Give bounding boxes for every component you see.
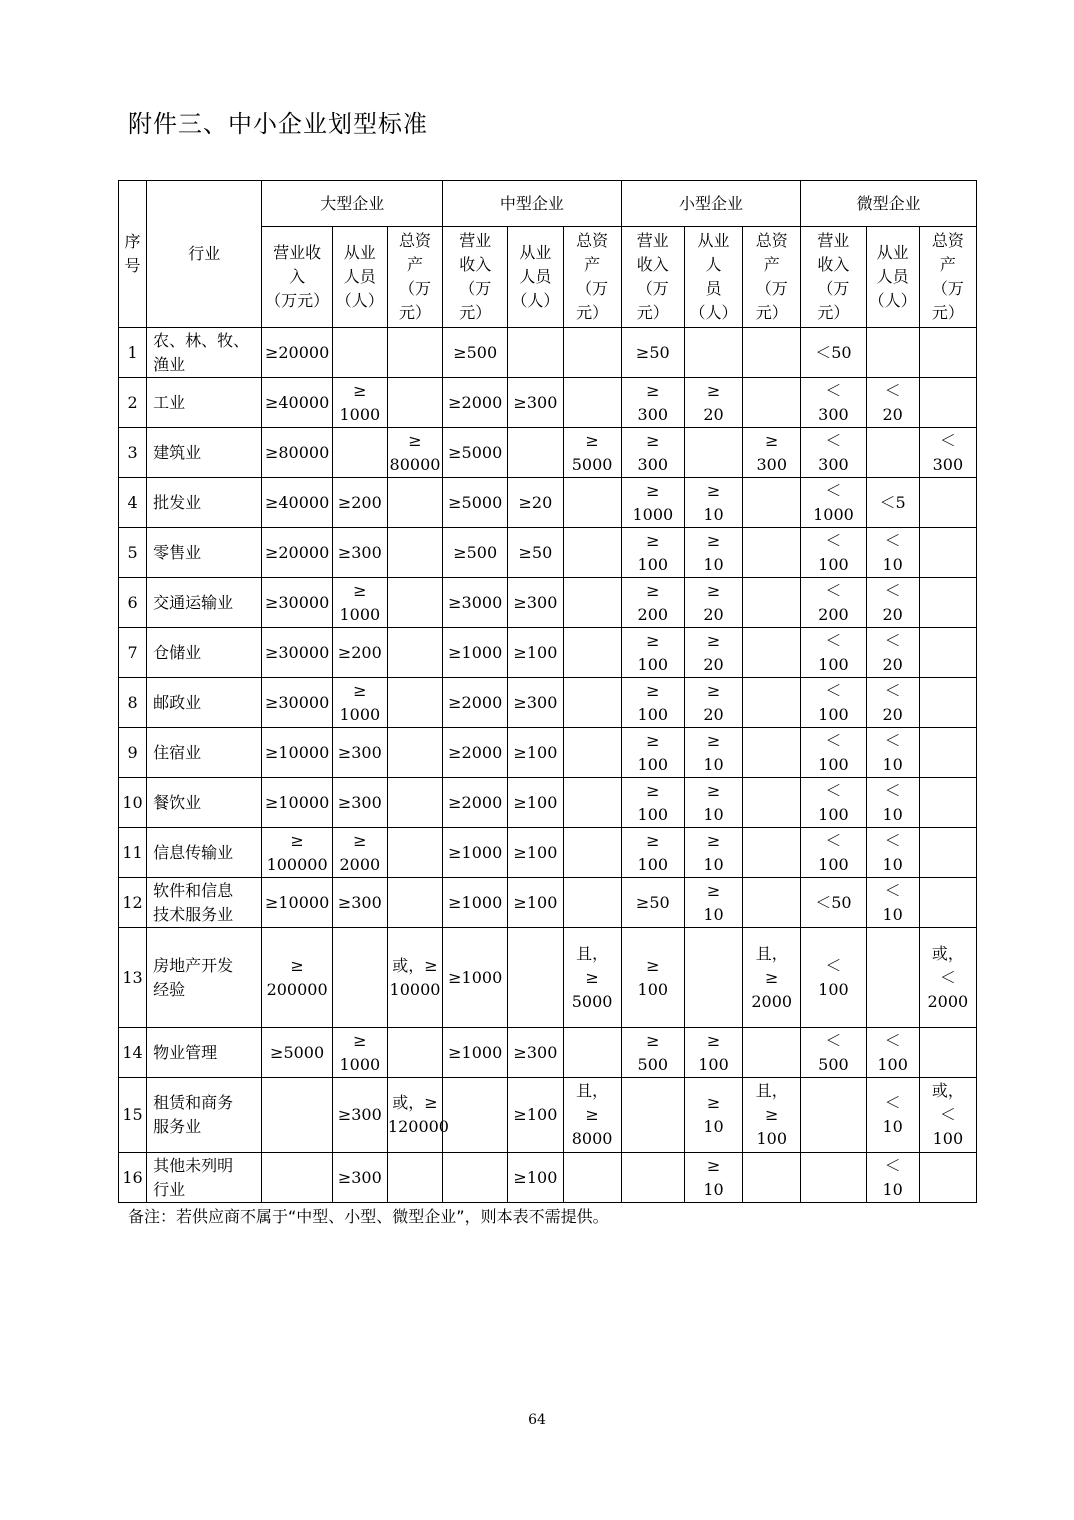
threshold-cell: ＜ 1000: [801, 478, 866, 528]
row-industry: 邮政业: [147, 678, 262, 728]
threshold-cell: ≥300: [332, 1153, 387, 1203]
threshold-cell: ≥50: [508, 528, 563, 578]
header-group-micro: 微型企业: [801, 181, 977, 227]
threshold-cell: ≥5000: [262, 1028, 332, 1078]
subheader-cell: 营业 收入 （万 元）: [801, 227, 866, 328]
threshold-cell: [387, 328, 442, 378]
threshold-cell: ＜ 100: [801, 728, 866, 778]
row-industry: 零售业: [147, 528, 262, 578]
subheader-cell: 营业收 入 （万元）: [262, 227, 332, 328]
threshold-cell: [563, 478, 621, 528]
threshold-cell: ≥3000: [443, 578, 508, 628]
threshold-cell: 且， ≥ 2000: [743, 928, 801, 1028]
row-industry: 餐饮业: [147, 778, 262, 828]
threshold-cell: [262, 1078, 332, 1153]
threshold-cell: [508, 428, 563, 478]
threshold-cell: [919, 1028, 976, 1078]
threshold-cell: [563, 878, 621, 928]
header-group-small: 小型企业: [621, 181, 801, 227]
threshold-cell: ＜50: [801, 328, 866, 378]
threshold-cell: ≥ 10: [684, 778, 742, 828]
threshold-cell: ≥100: [508, 778, 563, 828]
threshold-cell: [684, 328, 742, 378]
threshold-cell: 或，≥ 120000: [387, 1078, 442, 1153]
threshold-cell: ≥ 1000: [332, 1028, 387, 1078]
threshold-cell: [919, 378, 976, 428]
threshold-cell: ＜ 10: [866, 778, 919, 828]
table-row: [119, 478, 977, 528]
header-seq: 序 号: [119, 181, 147, 328]
threshold-cell: 且， ≥ 5000: [563, 928, 621, 1028]
row-seq: 10: [119, 778, 147, 828]
threshold-cell: [387, 1028, 442, 1078]
threshold-cell: ≥ 100: [621, 728, 684, 778]
threshold-cell: [743, 628, 801, 678]
page-title: 附件三、中小企业划型标准: [128, 110, 428, 138]
threshold-cell: ≥40000: [262, 478, 332, 528]
threshold-cell: ＜ 500: [801, 1028, 866, 1078]
threshold-cell: 且， ≥ 8000: [563, 1078, 621, 1153]
threshold-cell: ≥ 10: [684, 828, 742, 878]
threshold-cell: ≥ 10: [684, 1153, 742, 1203]
threshold-cell: 或， ＜ 100: [919, 1078, 976, 1153]
threshold-cell: ≥1000: [443, 828, 508, 878]
threshold-cell: ＜ 20: [866, 378, 919, 428]
row-industry: 工业: [147, 378, 262, 428]
threshold-cell: ≥ 200000: [262, 928, 332, 1028]
threshold-cell: ≥200: [332, 628, 387, 678]
threshold-cell: ＜ 100: [801, 828, 866, 878]
threshold-cell: [919, 678, 976, 728]
threshold-cell: ≥10000: [262, 778, 332, 828]
threshold-cell: ＜ 10: [866, 728, 919, 778]
threshold-cell: ≥100: [508, 628, 563, 678]
subheader-cell: 营业 收入 （万 元）: [621, 227, 684, 328]
threshold-cell: ＜ 10: [866, 1078, 919, 1153]
row-industry: 农、林、牧、 渔业: [147, 328, 262, 378]
threshold-cell: ＜ 100: [866, 1028, 919, 1078]
threshold-cell: ＜ 100: [801, 928, 866, 1028]
threshold-cell: [563, 678, 621, 728]
page-number: 64: [528, 1412, 546, 1428]
row-industry: 信息传输业: [147, 828, 262, 878]
threshold-cell: [919, 728, 976, 778]
threshold-cell: [743, 828, 801, 878]
threshold-cell: ≥ 10: [684, 1078, 742, 1153]
table-row: [119, 328, 977, 378]
threshold-cell: ≥100: [508, 828, 563, 878]
row-seq: 13: [119, 928, 147, 1028]
threshold-cell: ≥300: [332, 728, 387, 778]
subheader-cell: 营业 收入 （万 元）: [443, 227, 508, 328]
row-seq: 7: [119, 628, 147, 678]
threshold-cell: [919, 478, 976, 528]
table-row: [119, 1153, 977, 1203]
threshold-cell: [508, 928, 563, 1028]
threshold-cell: ＜ 100: [801, 678, 866, 728]
threshold-cell: [508, 328, 563, 378]
threshold-cell: [387, 378, 442, 428]
threshold-cell: ≥ 10: [684, 878, 742, 928]
threshold-cell: [919, 578, 976, 628]
threshold-cell: [563, 378, 621, 428]
threshold-cell: [866, 328, 919, 378]
threshold-cell: [801, 1078, 866, 1153]
threshold-cell: ≥100: [508, 878, 563, 928]
header-group-large: 大型企业: [262, 181, 443, 227]
threshold-cell: [387, 478, 442, 528]
threshold-cell: [919, 1153, 976, 1203]
threshold-cell: ≥1000: [443, 1028, 508, 1078]
threshold-cell: [443, 1153, 508, 1203]
table-row: [119, 428, 977, 478]
threshold-cell: ≥ 100: [621, 928, 684, 1028]
threshold-cell: ≥ 1000: [332, 578, 387, 628]
table-row: [119, 628, 977, 678]
row-industry: 房地产开发 经验: [147, 928, 262, 1028]
table-row: [119, 828, 977, 878]
threshold-cell: [684, 928, 742, 1028]
threshold-cell: ≥ 100: [621, 528, 684, 578]
threshold-cell: ≥10000: [262, 878, 332, 928]
threshold-cell: [866, 928, 919, 1028]
threshold-cell: [332, 428, 387, 478]
row-seq: 8: [119, 678, 147, 728]
threshold-cell: ≥ 300: [621, 428, 684, 478]
threshold-cell: [387, 878, 442, 928]
threshold-cell: ＜ 200: [801, 578, 866, 628]
threshold-cell: ＜ 10: [866, 1153, 919, 1203]
threshold-cell: ≥ 5000: [563, 428, 621, 478]
row-seq: 1: [119, 328, 147, 378]
threshold-cell: [387, 778, 442, 828]
row-industry: 物业管理: [147, 1028, 262, 1078]
row-seq: 12: [119, 878, 147, 928]
threshold-cell: ≥300: [332, 878, 387, 928]
threshold-cell: [387, 728, 442, 778]
threshold-cell: ≥ 10: [684, 728, 742, 778]
threshold-cell: ≥1000: [443, 628, 508, 678]
row-industry: 软件和信息 技术服务业: [147, 878, 262, 928]
threshold-cell: [332, 928, 387, 1028]
threshold-cell: [919, 628, 976, 678]
threshold-cell: ≥ 100: [621, 628, 684, 678]
threshold-cell: [743, 478, 801, 528]
threshold-cell: ≥2000: [443, 728, 508, 778]
table-row: [119, 1078, 977, 1153]
table-row: [119, 1028, 977, 1078]
row-industry: 其他未列明 行业: [147, 1153, 262, 1203]
threshold-cell: [332, 328, 387, 378]
threshold-cell: ≥50: [621, 328, 684, 378]
threshold-cell: ≥20000: [262, 328, 332, 378]
threshold-cell: [866, 428, 919, 478]
table-row: [119, 578, 977, 628]
threshold-cell: [684, 428, 742, 478]
table-row: [119, 928, 977, 1028]
threshold-cell: ≥ 100: [621, 778, 684, 828]
row-industry: 批发业: [147, 478, 262, 528]
threshold-cell: ≥100: [508, 1078, 563, 1153]
row-industry: 建筑业: [147, 428, 262, 478]
row-seq: 2: [119, 378, 147, 428]
threshold-cell: ≥2000: [443, 378, 508, 428]
subheader-cell: 总资 产 （万 元）: [919, 227, 976, 328]
subheader-cell: 从业 人员 （人）: [508, 227, 563, 328]
threshold-cell: [387, 528, 442, 578]
threshold-cell: ≥80000: [262, 428, 332, 478]
threshold-cell: 且， ≥ 100: [743, 1078, 801, 1153]
threshold-cell: ≥40000: [262, 378, 332, 428]
threshold-cell: ≥2000: [443, 778, 508, 828]
threshold-cell: ≥500: [443, 528, 508, 578]
threshold-cell: [919, 778, 976, 828]
threshold-cell: ≥300: [508, 578, 563, 628]
threshold-cell: ≥10000: [262, 728, 332, 778]
row-industry: 交通运输业: [147, 578, 262, 628]
threshold-cell: [743, 1028, 801, 1078]
threshold-cell: ≥5000: [443, 478, 508, 528]
threshold-cell: [387, 1153, 442, 1203]
threshold-cell: [443, 1078, 508, 1153]
subheader-cell: 从业 人 员 （人）: [684, 227, 742, 328]
threshold-cell: ≥ 200: [621, 578, 684, 628]
threshold-cell: [743, 878, 801, 928]
threshold-cell: ≥300: [508, 678, 563, 728]
table-row: [119, 678, 977, 728]
footnote: 备注：若供应商不属于“中型、小型、微型企业”，则本表不需提供。: [128, 1207, 609, 1226]
threshold-cell: ＜50: [801, 878, 866, 928]
threshold-cell: ＜ 100: [801, 628, 866, 678]
threshold-cell: ≥ 20: [684, 678, 742, 728]
threshold-cell: ≥50: [621, 878, 684, 928]
threshold-cell: [563, 828, 621, 878]
threshold-cell: ≥ 2000: [332, 828, 387, 878]
threshold-cell: ≥30000: [262, 678, 332, 728]
threshold-cell: ≥100: [508, 728, 563, 778]
threshold-cell: [919, 828, 976, 878]
threshold-cell: ≥ 100000: [262, 828, 332, 878]
row-seq: 9: [119, 728, 147, 778]
threshold-cell: [919, 878, 976, 928]
threshold-cell: ≥ 300: [743, 428, 801, 478]
threshold-cell: ≥300: [332, 778, 387, 828]
subheader-cell: 总资 产 （万 元）: [563, 227, 621, 328]
threshold-cell: ≥ 20: [684, 578, 742, 628]
threshold-cell: [621, 1078, 684, 1153]
threshold-cell: ≥1000: [443, 928, 508, 1028]
threshold-cell: 或， ＜ 2000: [919, 928, 976, 1028]
threshold-cell: [919, 528, 976, 578]
threshold-cell: ＜ 10: [866, 528, 919, 578]
subheader-cell: 总资 产 （万 元）: [743, 227, 801, 328]
threshold-cell: [621, 1153, 684, 1203]
threshold-cell: ≥ 80000: [387, 428, 442, 478]
threshold-cell: ≥100: [508, 1153, 563, 1203]
row-seq: 6: [119, 578, 147, 628]
row-seq: 5: [119, 528, 147, 578]
threshold-cell: ≥ 100: [684, 1028, 742, 1078]
threshold-cell: ≥ 10: [684, 478, 742, 528]
table-row: [119, 528, 977, 578]
row-industry: 仓储业: [147, 628, 262, 678]
threshold-cell: [801, 1153, 866, 1203]
threshold-cell: [743, 328, 801, 378]
threshold-cell: ＜ 10: [866, 878, 919, 928]
threshold-cell: [743, 1153, 801, 1203]
row-seq: 3: [119, 428, 147, 478]
threshold-cell: [743, 378, 801, 428]
threshold-cell: ≥300: [508, 1028, 563, 1078]
header-group-medium: 中型企业: [443, 181, 622, 227]
threshold-cell: [563, 578, 621, 628]
subheader-cell: 从业 人员 （人）: [866, 227, 919, 328]
sme-classification-table: [118, 180, 977, 1203]
row-seq: 4: [119, 478, 147, 528]
threshold-cell: ≥ 300: [621, 378, 684, 428]
threshold-cell: ≥ 1000: [621, 478, 684, 528]
threshold-cell: ＜ 300: [919, 428, 976, 478]
threshold-cell: ≥2000: [443, 678, 508, 728]
threshold-cell: [563, 528, 621, 578]
threshold-cell: [563, 1028, 621, 1078]
row-seq: 15: [119, 1078, 147, 1153]
threshold-cell: ≥20: [508, 478, 563, 528]
threshold-cell: [563, 728, 621, 778]
row-industry: 租赁和商务 服务业: [147, 1078, 262, 1153]
threshold-cell: [563, 1153, 621, 1203]
threshold-cell: ≥ 1000: [332, 378, 387, 428]
threshold-cell: ≥300: [508, 378, 563, 428]
threshold-cell: ＜ 100: [801, 778, 866, 828]
threshold-cell: ＜ 20: [866, 628, 919, 678]
threshold-cell: [563, 628, 621, 678]
threshold-cell: [743, 728, 801, 778]
threshold-cell: ≥ 20: [684, 628, 742, 678]
threshold-cell: ≥1000: [443, 878, 508, 928]
threshold-cell: ≥ 500: [621, 1028, 684, 1078]
threshold-cell: ≥5000: [443, 428, 508, 478]
threshold-cell: ≥500: [443, 328, 508, 378]
threshold-cell: ≥30000: [262, 578, 332, 628]
table-row: [119, 878, 977, 928]
threshold-cell: [743, 778, 801, 828]
subheader-cell: 总资 产 （万 元）: [387, 227, 442, 328]
threshold-cell: ≥300: [332, 1078, 387, 1153]
threshold-cell: [387, 578, 442, 628]
threshold-cell: [387, 628, 442, 678]
threshold-cell: [743, 678, 801, 728]
threshold-cell: [387, 828, 442, 878]
threshold-cell: [563, 778, 621, 828]
threshold-cell: ＜5: [866, 478, 919, 528]
table-row: [119, 728, 977, 778]
threshold-cell: ＜ 10: [866, 828, 919, 878]
threshold-cell: 或，≥ 10000: [387, 928, 442, 1028]
threshold-cell: ≥200: [332, 478, 387, 528]
threshold-cell: [743, 578, 801, 628]
threshold-cell: ≥ 1000: [332, 678, 387, 728]
table-row: [119, 778, 977, 828]
row-seq: 16: [119, 1153, 147, 1203]
threshold-cell: ≥ 20: [684, 378, 742, 428]
header-industry: 行业: [147, 181, 262, 328]
threshold-cell: [262, 1153, 332, 1203]
threshold-cell: [563, 328, 621, 378]
threshold-cell: [387, 678, 442, 728]
threshold-cell: ≥30000: [262, 628, 332, 678]
threshold-cell: ≥20000: [262, 528, 332, 578]
subheader-cell: 从业 人员 （人）: [332, 227, 387, 328]
threshold-cell: ＜ 300: [801, 378, 866, 428]
threshold-cell: ＜ 100: [801, 528, 866, 578]
threshold-cell: ≥300: [332, 528, 387, 578]
threshold-cell: ＜ 20: [866, 678, 919, 728]
threshold-cell: ≥ 100: [621, 678, 684, 728]
threshold-cell: [743, 528, 801, 578]
table-row: [119, 378, 977, 428]
row-seq: 14: [119, 1028, 147, 1078]
threshold-cell: [919, 328, 976, 378]
row-seq: 11: [119, 828, 147, 878]
threshold-cell: ＜ 300: [801, 428, 866, 478]
row-industry: 住宿业: [147, 728, 262, 778]
threshold-cell: ≥ 100: [621, 828, 684, 878]
threshold-cell: ≥ 10: [684, 528, 742, 578]
threshold-cell: ＜ 20: [866, 578, 919, 628]
